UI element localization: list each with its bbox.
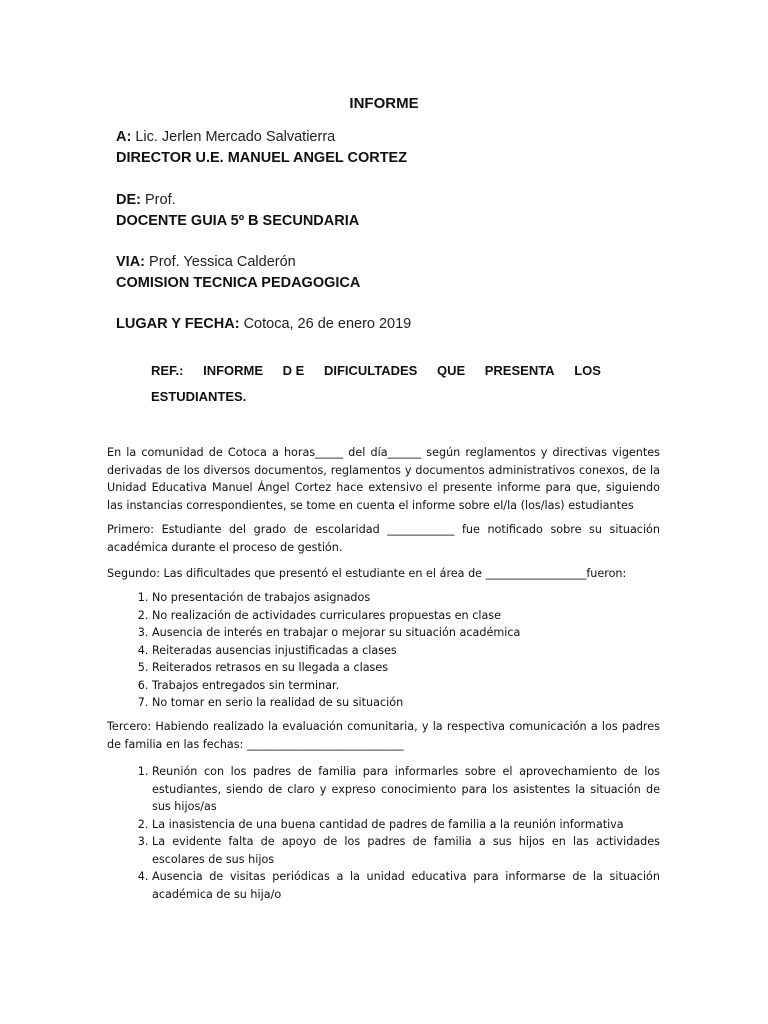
list-item: 4. Reiteradas ausencias injustificadas a clases bbox=[152, 642, 660, 660]
difficulties-list-container bbox=[107, 589, 660, 712]
from-role: DOCENTE GUIA 5º B SECUNDARIA bbox=[116, 213, 360, 229]
ref-word: D E bbox=[282, 363, 305, 378]
list-item: 2. La inasistencia de una buena cantidad de padres de familia a la reunión informativa bbox=[152, 816, 660, 834]
primero-text: Primero: Estudiante del grado de escolaridad ____________ fue notificado sobre su situación académica durante el proceso de gestión. bbox=[107, 523, 660, 554]
list-item: 1. No presentación de trabajos asignados bbox=[152, 589, 660, 607]
to-block bbox=[116, 127, 407, 169]
ref-word: INFORME bbox=[203, 363, 264, 378]
reference-line-2: ESTUDIANTES. bbox=[151, 389, 247, 404]
place-date-block bbox=[116, 314, 411, 335]
segundo-text: Segundo: Las dificultades que presentó el estudiante en el área de __________________fueron: bbox=[107, 567, 627, 580]
via-role: COMISION TECNICA PEDAGOGICA bbox=[116, 275, 361, 291]
intro-text: En la comunidad de Cotoca a horas_____ del día______ según reglamentos y directivas vigentes derivadas de los diversos documentos, reglamentos y documentos administrativos conexos, de la Unidad Educativa Manuel Ángel Cortez hace extensivo el presente informe para que, siguiendo las instancias correspondientes, se tome en cuenta el informe sobre el/la (los/las) estudiantes bbox=[107, 446, 660, 512]
actions-list bbox=[107, 763, 660, 903]
list-item: 7. No tomar en serio la realidad de su situación bbox=[152, 694, 660, 712]
ref-word: LOS bbox=[574, 363, 601, 378]
from-name: Prof. bbox=[145, 192, 176, 208]
primero-paragraph bbox=[107, 521, 660, 556]
from-label: DE: bbox=[116, 192, 141, 208]
list-item: 3. La evidente falta de apoyo de los padres de familia a sus hijos en las actividades escolares de sus hijos bbox=[152, 833, 660, 868]
reference-line-1 bbox=[151, 358, 601, 384]
via-name: Prof. Yessica Calderón bbox=[149, 254, 296, 270]
list-item: 3. Ausencia de interés en trabajar o mejorar su situación académica bbox=[152, 624, 660, 642]
tercero-text: Tercero: Habiendo realizado la evaluación comunitaria, y la respectiva comunicación a los padres de familia en las fechas: ____________________________ bbox=[107, 720, 660, 751]
ref-word: REF.: bbox=[151, 363, 184, 378]
segundo-paragraph bbox=[107, 565, 660, 583]
list-item: 5. Reiterados retrasos en su llegada a clases bbox=[152, 659, 660, 677]
to-name: Lic. Jerlen Mercado Salvatierra bbox=[135, 129, 336, 145]
place-date-value: Cotoca, 26 de enero 2019 bbox=[243, 316, 412, 332]
list-item: 6. Trabajos entregados sin terminar. bbox=[152, 677, 660, 695]
to-role: DIRECTOR U.E. MANUEL ANGEL CORTEZ bbox=[116, 150, 408, 166]
list-item: 1. Reunión con los padres de familia para informarles sobre el aprovechamiento de los estudiantes, siendo de claro y expreso conocimiento para los asistentes la situación de sus hijos/as bbox=[152, 763, 660, 816]
to-label: A: bbox=[116, 129, 132, 145]
reference-block bbox=[151, 358, 601, 410]
via-block bbox=[116, 252, 360, 294]
list-item: 4. Ausencia de visitas periódicas a la unidad educativa para informarse de la situación académica de su hija/o bbox=[152, 868, 660, 903]
intro-paragraph bbox=[107, 444, 660, 514]
ref-word: PRESENTA bbox=[484, 363, 555, 378]
actions-list-container bbox=[107, 763, 660, 903]
tercero-paragraph bbox=[107, 718, 660, 753]
ref-word: QUE bbox=[436, 363, 466, 378]
difficulties-list bbox=[107, 589, 660, 712]
from-block bbox=[116, 190, 359, 232]
document-title: INFORME bbox=[349, 95, 419, 112]
list-item: 2. No realización de actividades curriculares propuestas en clase bbox=[152, 607, 660, 625]
place-date-label: LUGAR Y FECHA: bbox=[116, 316, 240, 332]
via-label: VIA: bbox=[116, 254, 145, 270]
ref-word: DIFICULTADES bbox=[323, 363, 418, 378]
